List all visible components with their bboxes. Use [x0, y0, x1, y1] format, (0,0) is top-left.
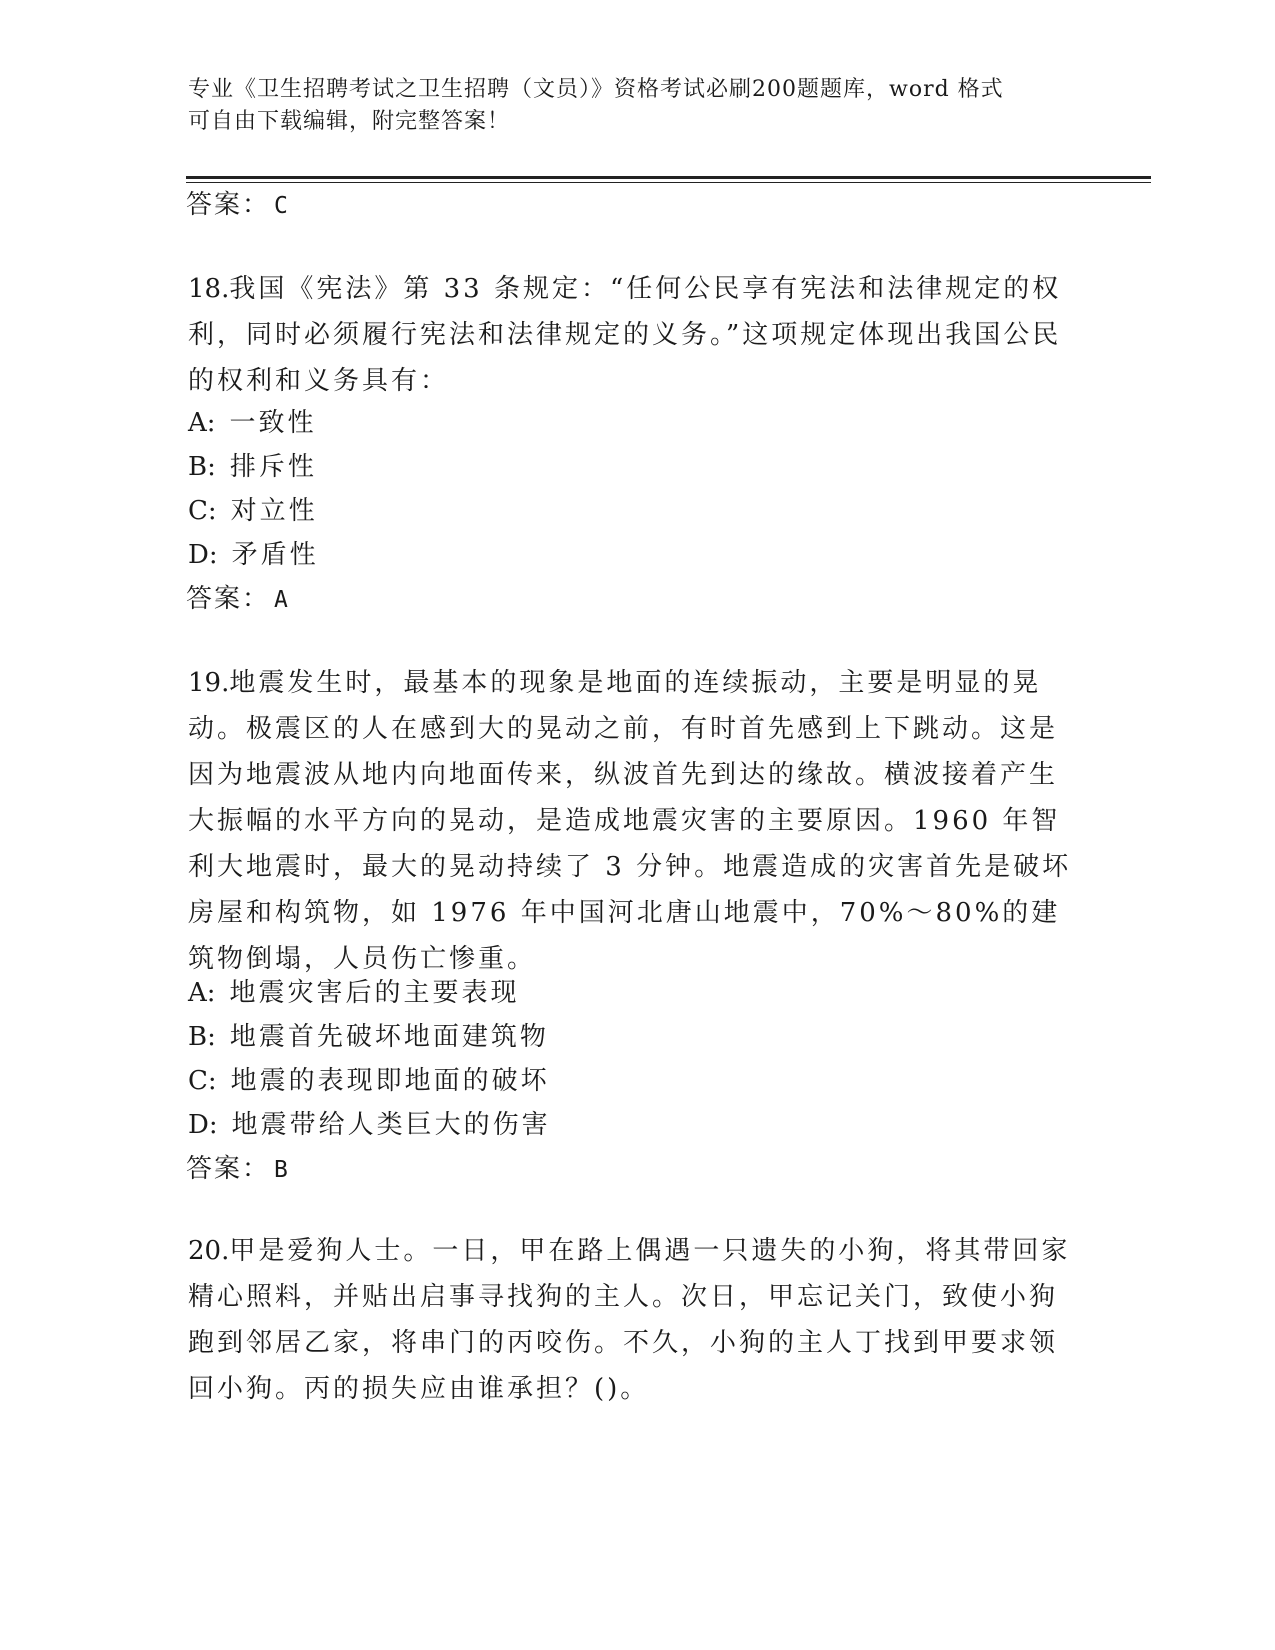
answer-value: B	[274, 1157, 290, 1183]
option-key: B:	[188, 452, 216, 482]
option-text: 地震灾害后的主要表现	[229, 978, 520, 1008]
header-line-1: 专业《卫生招聘考试之卫生招聘（文员）》资格考试必刷200题题库，word 格式	[188, 77, 1004, 102]
answer-line	[186, 1152, 290, 1187]
option-d	[188, 538, 319, 572]
question-18	[188, 266, 1078, 404]
question-19	[188, 660, 1078, 982]
option-text: 一致性	[229, 408, 317, 438]
option-d	[188, 1108, 551, 1142]
option-key: C:	[188, 496, 217, 526]
option-text: 排斥性	[229, 452, 317, 482]
option-key: D:	[188, 1110, 218, 1140]
header-rule-thin	[186, 182, 1151, 183]
option-text: 矛盾性	[231, 540, 319, 570]
question-number: 18.	[188, 274, 230, 304]
option-text: 地震的表现即地面的破坏	[230, 1066, 550, 1096]
option-c	[188, 1064, 550, 1098]
question-number: 20.	[188, 1236, 230, 1266]
answer-value: C	[274, 193, 290, 219]
option-a	[188, 976, 520, 1010]
answer-value: A	[274, 587, 290, 613]
option-c	[188, 494, 318, 528]
option-a	[188, 406, 317, 440]
question-text: 甲是爱狗人士。一日，甲在路上偶遇一只遗失的小狗，将其带回家精心照料，并贴出启事寻找狗的主人。次日，甲忘记关门，致使小狗跑到邻居乙家，将串门的丙咬伤。不久，小狗的主人丁找到甲要求领回小狗。丙的损失应由谁承担？()。	[188, 1236, 1071, 1404]
option-key: D:	[188, 540, 218, 570]
option-key: A:	[188, 978, 216, 1008]
option-key: A:	[188, 408, 216, 438]
answer-label: 答案：	[186, 584, 271, 614]
option-b	[188, 450, 317, 484]
option-b	[188, 1020, 549, 1054]
answer-line	[186, 582, 290, 617]
answer-label: 答案：	[186, 1154, 271, 1184]
option-key: C:	[188, 1066, 217, 1096]
question-text: 地震发生时，最基本的现象是地面的连续振动，主要是明显的晃动。极震区的人在感到大的晃动之前，有时首先感到上下跳动。这是因为地震波从地内向地面传来，纵波首先到达的缘故。横波接着产生大振幅的水平方向的晃动，是造成地震灾害的主要原因。1960 年智利大地震时，最大的晃动持续了 3 分钟。地震造成的灾害首先是破坏房屋和构筑物，如 1976 年中国河北唐山地震中，70%～80%的建筑物倒塌，人员伤亡惨重。	[188, 668, 1072, 974]
option-key: B:	[188, 1022, 216, 1052]
question-20	[188, 1228, 1078, 1412]
option-text: 对立性	[230, 496, 318, 526]
answer-line	[186, 188, 290, 223]
question-text: 我国《宪法》第 33 条规定：“任何公民享有宪法和法律规定的权利，同时必须履行宪法和法律规定的义务。”这项规定体现出我国公民的权利和义务具有：	[188, 274, 1062, 396]
header-rule	[186, 176, 1151, 179]
header-line-2: 可自由下载编辑，附完整答案！	[188, 109, 511, 134]
question-number: 19.	[188, 668, 230, 698]
option-text: 地震带给人类巨大的伤害	[231, 1110, 551, 1140]
document-header	[188, 74, 1068, 138]
option-text: 地震首先破坏地面建筑物	[229, 1022, 549, 1052]
answer-label: 答案：	[186, 190, 271, 220]
